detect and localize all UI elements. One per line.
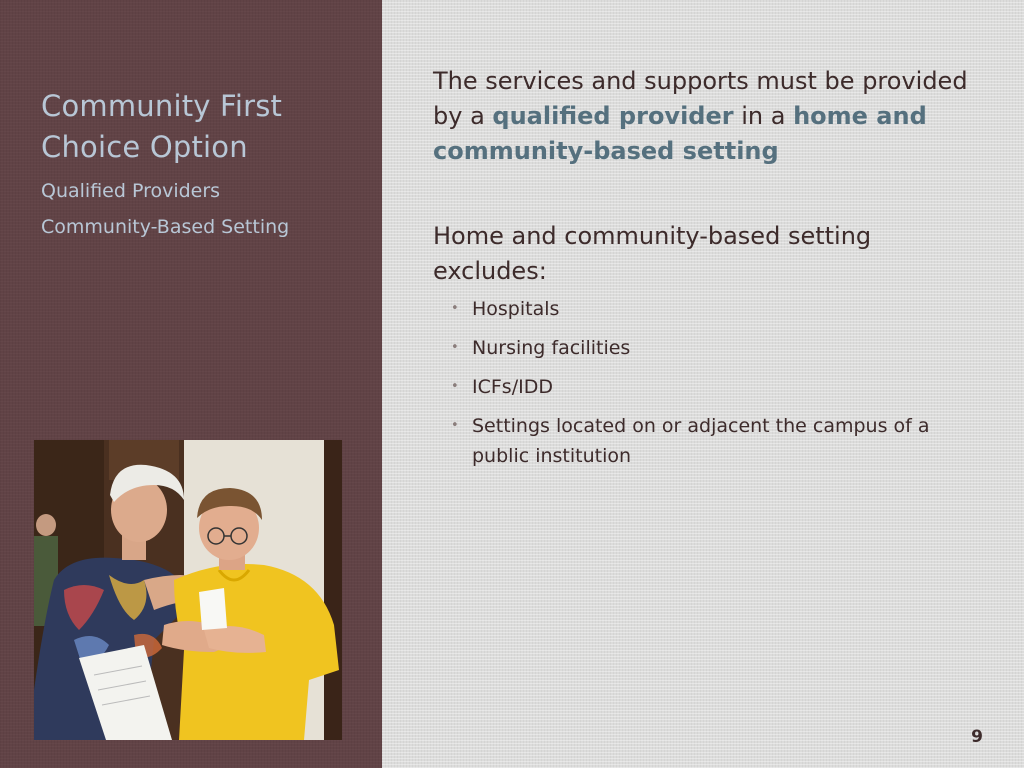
intro-text-start: The services and supports must be provided by a [433, 67, 968, 130]
highlight-home-community-setting: home and community-based setting [433, 102, 927, 165]
subtitle-qualified-providers: Qualified Providers [41, 180, 221, 202]
slide-title: Community First Choice Option [41, 89, 283, 164]
excludes-list [451, 294, 991, 480]
intro-text-middle: in a [733, 102, 794, 130]
bullet-icon: • [451, 301, 459, 316]
left-panel [0, 0, 382, 768]
photo [34, 440, 342, 740]
intro-paragraph [433, 64, 993, 169]
bullet-icon: • [451, 379, 459, 394]
excludes-heading: Home and community-based setting excludes: [433, 222, 872, 285]
list-item-text: Settings located on or adjacent the campus of a public institution [472, 415, 930, 467]
list-item-text: Hospitals [472, 298, 560, 320]
list-item [451, 411, 991, 471]
list-item-text: Nursing facilities [472, 337, 631, 359]
list-item-text: ICFs/IDD [472, 376, 553, 398]
subtitle-community-based-setting: Community-Based Setting [41, 216, 290, 238]
bullet-icon: • [451, 418, 459, 433]
list-item [451, 294, 991, 324]
highlight-qualified-provider: qualified provider [492, 102, 734, 130]
list-item [451, 372, 991, 402]
photo-icon [34, 440, 342, 740]
list-item [451, 333, 991, 363]
page-number: 9 [971, 727, 983, 747]
bullet-icon: • [451, 340, 459, 355]
